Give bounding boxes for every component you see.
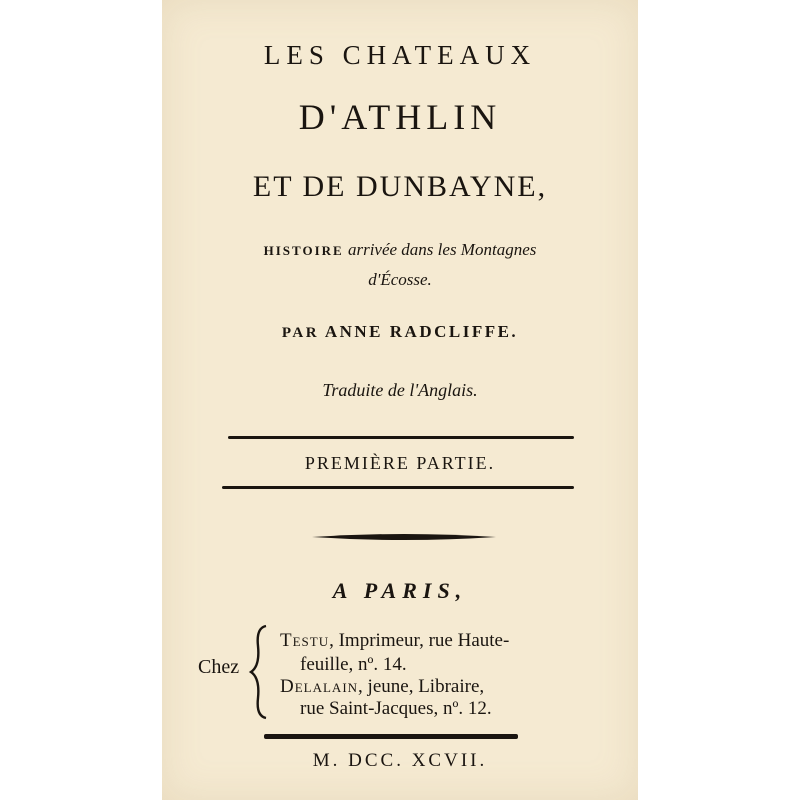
publisher-2-line-1 xyxy=(280,676,484,698)
author-line xyxy=(162,322,638,342)
publication-date: M. DCC. XCVII. xyxy=(312,750,488,771)
title-line-3: ET DE DUNBAYNE, xyxy=(252,170,548,203)
rule-bottom xyxy=(222,486,574,489)
rule-top xyxy=(228,436,574,439)
subtitle-line-1 xyxy=(162,240,638,260)
author-par: PAR xyxy=(281,325,320,341)
title-line-1: LES CHATEAUX xyxy=(263,40,537,70)
publisher-2-line-2: rue Saint-Jacques, nº. 12. xyxy=(300,698,492,719)
title-line-2: D'ATHLIN xyxy=(298,97,502,137)
curly-brace-icon xyxy=(248,624,270,720)
translation-note: Traduite de l'Anglais. xyxy=(322,380,478,400)
author-name: ANNE RADCLIFFE. xyxy=(319,322,519,341)
ornamental-rule xyxy=(312,532,496,542)
subtitle-histoire: HISTOIRE xyxy=(263,243,344,258)
part-label: PREMIÈRE PARTIE. xyxy=(304,453,496,473)
imprint-city: A PARIS, xyxy=(332,578,468,603)
publisher-1-line-2: feuille, nº. 14. xyxy=(300,654,407,675)
publisher-2-name: Delalain xyxy=(280,676,359,697)
imprint-chez: Chez xyxy=(198,656,240,678)
rule-date xyxy=(264,734,518,739)
title-page xyxy=(162,0,638,800)
publisher-2-rest: , jeune, Libraire, xyxy=(358,676,485,697)
publisher-1-line-1 xyxy=(280,630,509,652)
subtitle-line-2: d'Écosse. xyxy=(368,270,432,289)
subtitle-rest: arrivée dans les Montagnes xyxy=(343,240,537,259)
publisher-1-name: Testu xyxy=(280,630,330,651)
publisher-1-rest: , Imprimeur, rue Haute- xyxy=(329,630,510,651)
